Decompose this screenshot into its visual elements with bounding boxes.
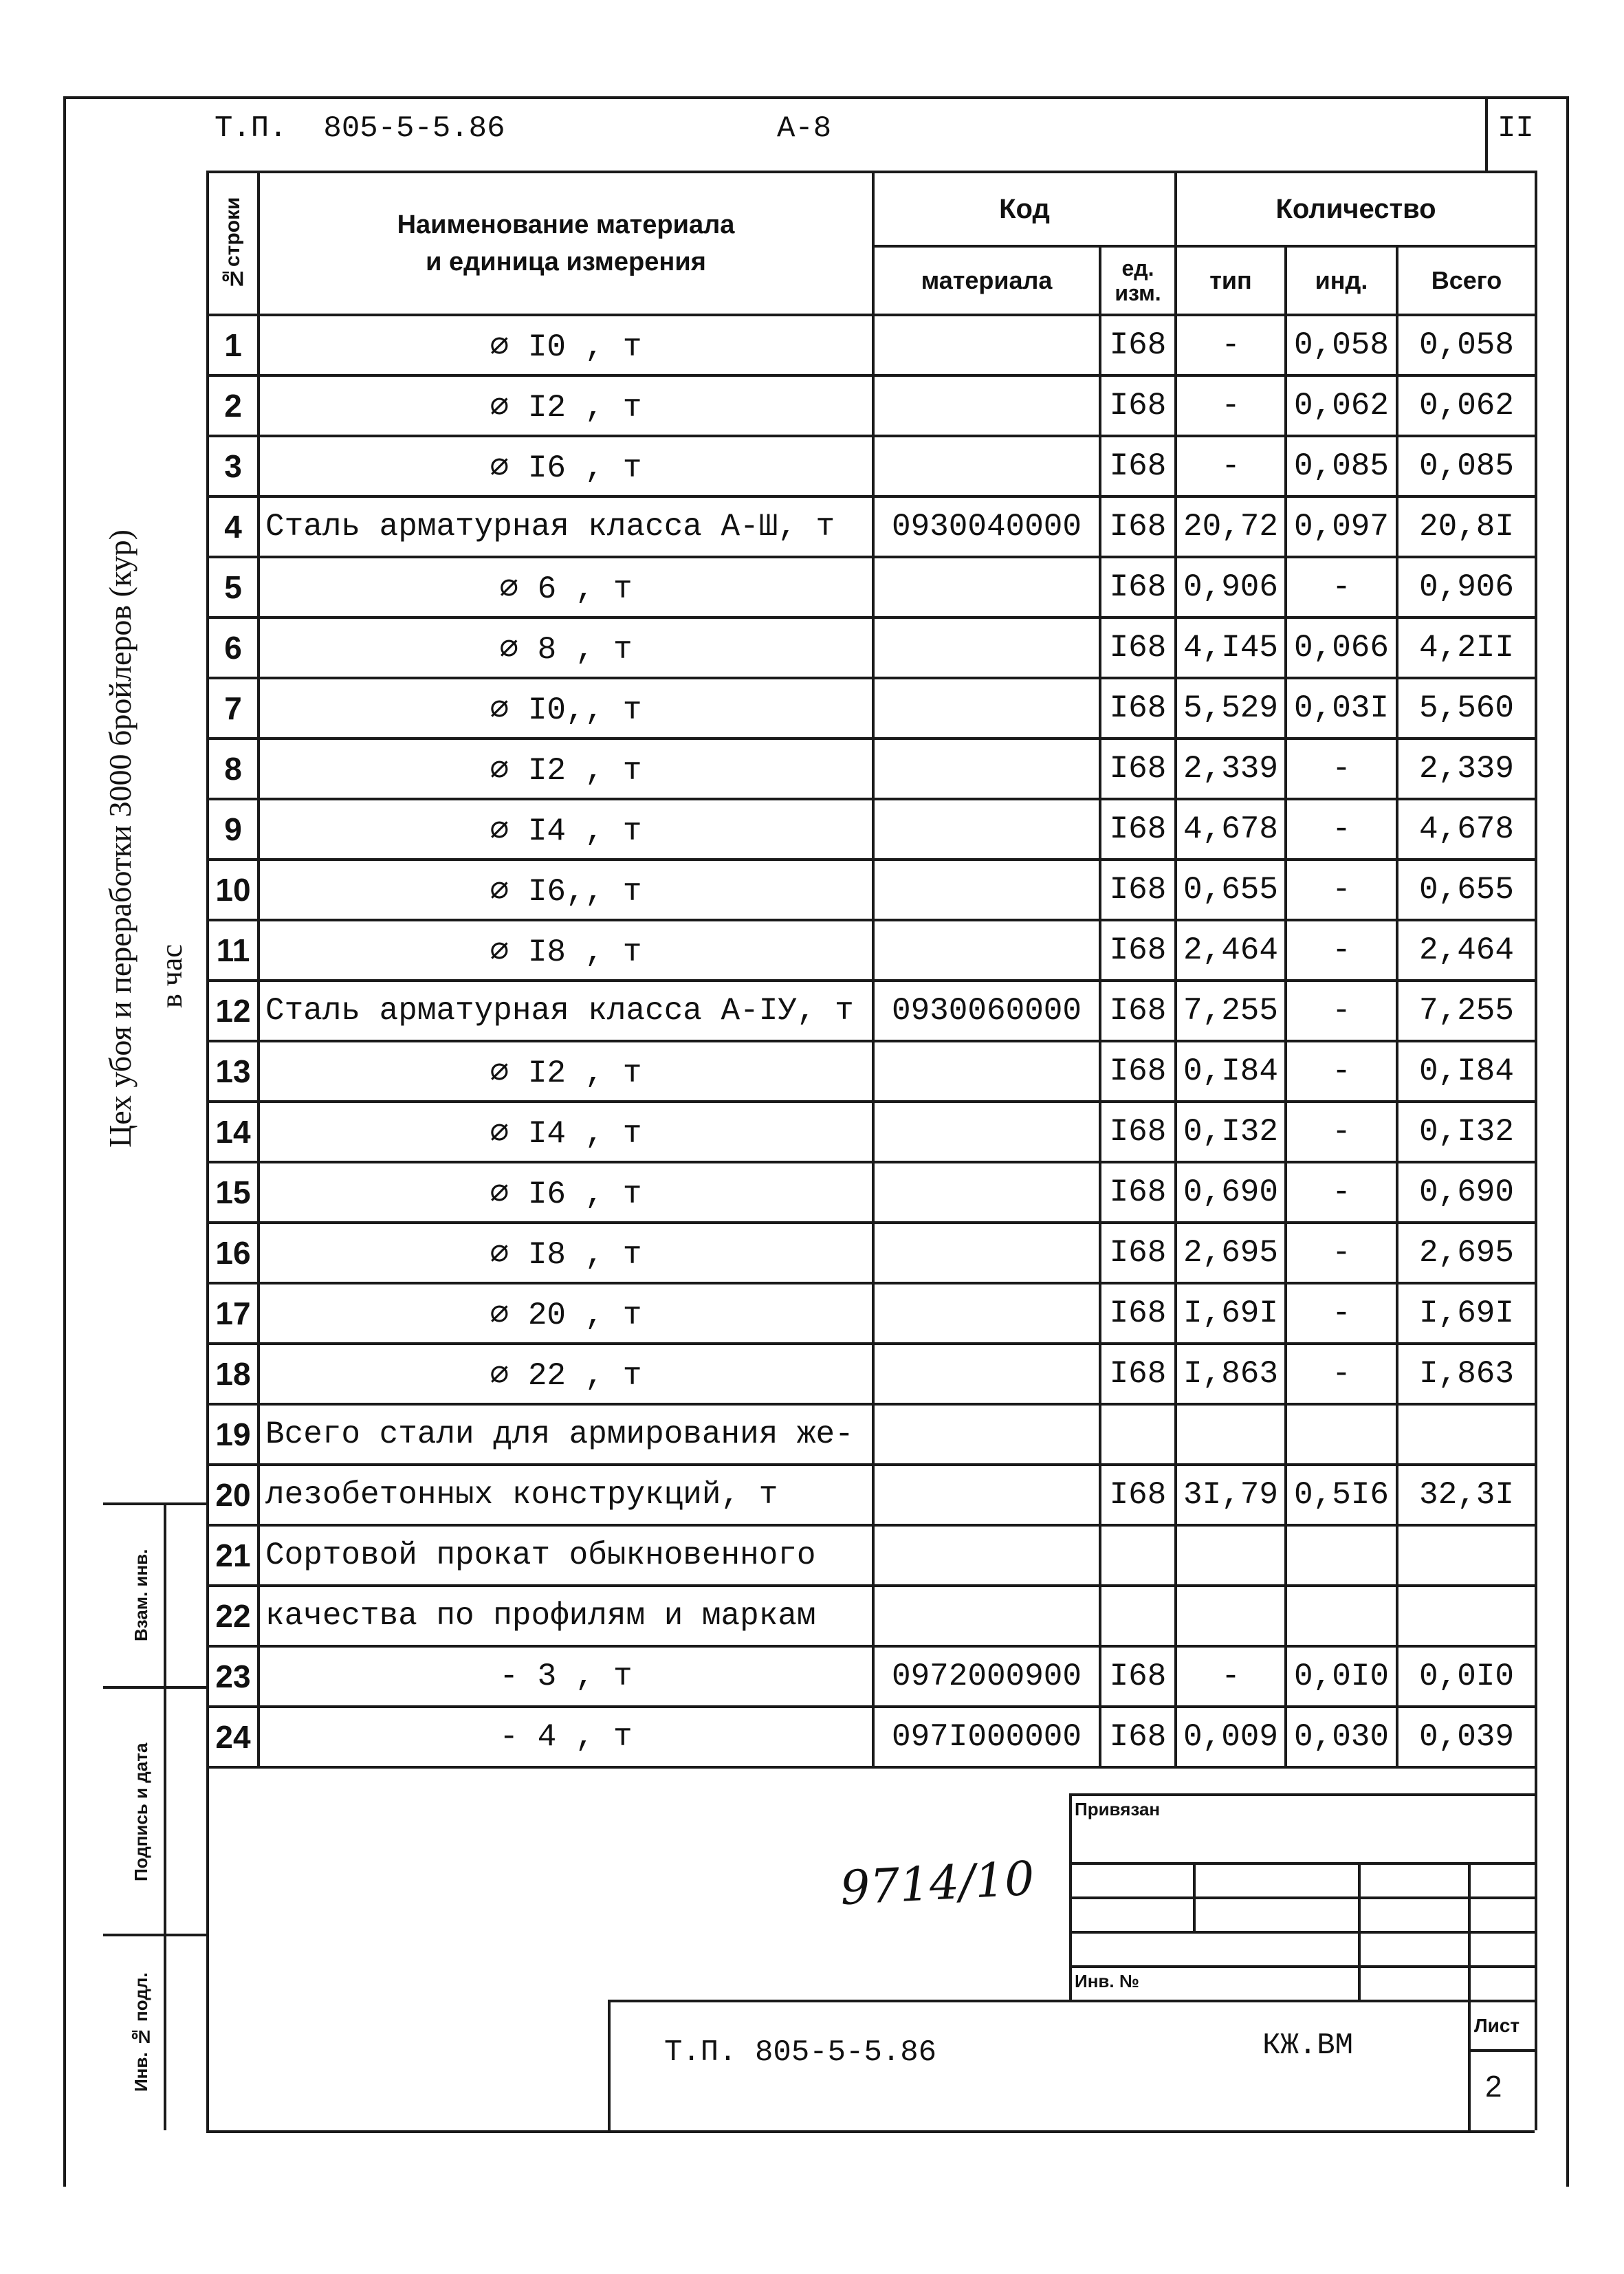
qty-type: 7,255 — [1176, 981, 1286, 1041]
row-number: 1 — [208, 315, 259, 375]
material-code: 0972000900 — [873, 1646, 1100, 1707]
frame-top-line — [63, 96, 1569, 99]
unit-code: I68 — [1100, 1223, 1176, 1283]
material-name: ∅ I4 , т — [259, 799, 873, 860]
margin-box-top — [103, 1502, 206, 1505]
table-row — [208, 557, 1536, 617]
unit-code: I68 — [1100, 617, 1176, 678]
side-title-line1: Цех убоя и переработки 3000 бройлеров (кур) — [102, 529, 138, 1148]
row-number: 24 — [208, 1707, 259, 1767]
row-number: 8 — [208, 739, 259, 799]
unit-code: I68 — [1100, 1102, 1176, 1162]
qty-total: 0,I32 — [1397, 1102, 1536, 1162]
qty-total: 0,655 — [1397, 860, 1536, 920]
unit-code — [1100, 1586, 1176, 1646]
table-row — [208, 315, 1536, 375]
qty-total — [1397, 1404, 1536, 1465]
material-name: ∅ I2 , т — [259, 1041, 873, 1102]
col-ind: инд. — [1286, 246, 1397, 315]
material-name: ∅ 20 , т — [259, 1283, 873, 1344]
table-row — [208, 1283, 1536, 1344]
row-number: 17 — [208, 1283, 259, 1344]
sheet-number: 2 — [1485, 2070, 1502, 2103]
table-row — [208, 1102, 1536, 1162]
unit-code: I68 — [1100, 1162, 1176, 1223]
row-number: 20 — [208, 1465, 259, 1525]
material-code — [873, 1525, 1100, 1586]
material-name: - 3 , т — [259, 1646, 873, 1707]
qty-type: I,863 — [1176, 1344, 1286, 1404]
qty-type: 0,I84 — [1176, 1041, 1286, 1102]
qty-type: - — [1176, 315, 1286, 375]
row-number: 3 — [208, 436, 259, 496]
material-code — [873, 920, 1100, 981]
qty-total: 0,062 — [1397, 375, 1536, 436]
material-code — [873, 1223, 1100, 1283]
header-series: Т.П. 805-5-5.86 — [215, 111, 505, 146]
qty-ind: 0,085 — [1286, 436, 1397, 496]
material-code — [873, 799, 1100, 860]
unit-code — [1100, 1525, 1176, 1586]
row-number: 2 — [208, 375, 259, 436]
qty-total: 0,058 — [1397, 315, 1536, 375]
material-name: - 4 , т — [259, 1707, 873, 1767]
qty-total: 2,464 — [1397, 920, 1536, 981]
unit-code: I68 — [1100, 436, 1176, 496]
unit-code: I68 — [1100, 1465, 1176, 1525]
row-number: 15 — [208, 1162, 259, 1223]
row-number: 9 — [208, 799, 259, 860]
col-type: тип — [1176, 246, 1286, 315]
qty-ind: 0,062 — [1286, 375, 1397, 436]
col-row-no: №строки — [208, 172, 259, 315]
row-number: 18 — [208, 1344, 259, 1404]
qty-type — [1176, 1586, 1286, 1646]
material-code — [873, 1404, 1100, 1465]
unit-code: I68 — [1100, 1344, 1176, 1404]
qty-ind: - — [1286, 1344, 1397, 1404]
material-code — [873, 315, 1100, 375]
qty-total: 0,I84 — [1397, 1041, 1536, 1102]
qty-total — [1397, 1586, 1536, 1646]
label-inv: Инв. № подл. — [131, 1972, 151, 2092]
material-code — [873, 739, 1100, 799]
unit-code: I68 — [1100, 860, 1176, 920]
qty-type: - — [1176, 436, 1286, 496]
qty-ind: - — [1286, 739, 1397, 799]
table-row — [208, 1223, 1536, 1283]
handwritten-number: 9714/10 — [839, 1851, 1036, 1916]
table-row — [208, 1586, 1536, 1646]
qty-total: 0,690 — [1397, 1162, 1536, 1223]
row-number: 19 — [208, 1404, 259, 1465]
material-name: Всего стали для армирования же- — [259, 1404, 873, 1465]
material-code — [873, 1283, 1100, 1344]
footer-code: КЖ.ВМ — [1262, 2029, 1354, 2063]
label-podpis: Подпись и дата — [131, 1742, 151, 1881]
table-row — [208, 678, 1536, 739]
side-title — [102, 426, 138, 1251]
material-code: 0930060000 — [873, 981, 1100, 1041]
table-row — [208, 1344, 1536, 1404]
col-total: Всего — [1397, 246, 1536, 315]
table-row — [208, 1525, 1536, 1586]
table-row — [208, 860, 1536, 920]
qty-total: 0,085 — [1397, 436, 1536, 496]
material-name: ∅ I4 , т — [259, 1102, 873, 1162]
unit-code: I68 — [1100, 315, 1176, 375]
qty-type: 3I,79 — [1176, 1465, 1286, 1525]
material-code — [873, 1162, 1100, 1223]
qty-type: 0,I32 — [1176, 1102, 1286, 1162]
page-number: II — [1497, 111, 1534, 146]
margin-box-line-1 — [103, 1686, 206, 1689]
material-name: ∅ I6 , т — [259, 1162, 873, 1223]
qty-type: 0,655 — [1176, 860, 1286, 920]
qty-ind: - — [1286, 860, 1397, 920]
table-row — [208, 1646, 1536, 1707]
frame-bottom-line — [206, 2130, 1535, 2133]
qty-type: - — [1176, 375, 1286, 436]
material-code — [873, 557, 1100, 617]
row-number: 13 — [208, 1041, 259, 1102]
table-row — [208, 799, 1536, 860]
material-name: ∅ I6,, т — [259, 860, 873, 920]
qty-total: 7,255 — [1397, 981, 1536, 1041]
unit-code: I68 — [1100, 375, 1176, 436]
row-number: 11 — [208, 920, 259, 981]
row-number: 14 — [208, 1102, 259, 1162]
row-number: 23 — [208, 1646, 259, 1707]
qty-total — [1397, 1525, 1536, 1586]
unit-code: I68 — [1100, 981, 1176, 1041]
qty-ind: 0,03I — [1286, 678, 1397, 739]
row-number: 10 — [208, 860, 259, 920]
col-unit: ед. изм. — [1100, 246, 1176, 315]
unit-code: I68 — [1100, 1283, 1176, 1344]
qty-ind: 0,030 — [1286, 1707, 1397, 1767]
unit-code: I68 — [1100, 799, 1176, 860]
sheet-box-line — [1468, 2000, 1471, 2130]
material-name: Сталь арматурная класса А-Ш, т — [259, 496, 873, 557]
qty-ind: - — [1286, 1162, 1397, 1223]
material-code — [873, 1586, 1100, 1646]
qty-total: 2,695 — [1397, 1223, 1536, 1283]
qty-ind: 0,0I0 — [1286, 1646, 1397, 1707]
qty-type: 0,009 — [1176, 1707, 1286, 1767]
material-name: Сортовой прокат обыкновенного — [259, 1525, 873, 1586]
qty-ind — [1286, 1586, 1397, 1646]
table-row — [208, 981, 1536, 1041]
unit-code: I68 — [1100, 920, 1176, 981]
footer-series: Т.П. 805-5-5.86 — [664, 2035, 937, 2070]
qty-total: 32,3I — [1397, 1465, 1536, 1525]
material-name: Сталь арматурная класса А-IУ, т — [259, 981, 873, 1041]
qty-type: 0,690 — [1176, 1162, 1286, 1223]
table-row — [208, 1162, 1536, 1223]
material-code — [873, 1344, 1100, 1404]
material-name: ∅ I2 , т — [259, 375, 873, 436]
footer-left-line — [608, 2000, 611, 2130]
col-qty-group: Количество — [1176, 172, 1536, 246]
qty-type: - — [1176, 1646, 1286, 1707]
row-number: 6 — [208, 617, 259, 678]
qty-ind: 0,058 — [1286, 315, 1397, 375]
qty-ind: 0,066 — [1286, 617, 1397, 678]
unit-code: I68 — [1100, 1707, 1176, 1767]
material-code — [873, 678, 1100, 739]
col-material: материала — [873, 246, 1100, 315]
table-row — [208, 1707, 1536, 1767]
table-row — [208, 436, 1536, 496]
side-title-line2: в час — [155, 944, 188, 1009]
qty-ind: - — [1286, 920, 1397, 981]
page-number-divider — [1485, 96, 1488, 171]
material-code: 0930040000 — [873, 496, 1100, 557]
table-row — [208, 739, 1536, 799]
qty-total: 4,678 — [1397, 799, 1536, 860]
qty-ind: - — [1286, 557, 1397, 617]
header-album: А-8 — [777, 111, 832, 146]
table-row — [208, 1465, 1536, 1525]
row-number: 12 — [208, 981, 259, 1041]
unit-code: I68 — [1100, 557, 1176, 617]
unit-code: I68 — [1100, 678, 1176, 739]
material-name: ∅ I0 , т — [259, 315, 873, 375]
label-vzam: Взам. инв. — [131, 1549, 151, 1642]
qty-total: 2,339 — [1397, 739, 1536, 799]
row-number: 22 — [208, 1586, 259, 1646]
sheet-label: Лист — [1474, 2015, 1520, 2036]
qty-total: 5,560 — [1397, 678, 1536, 739]
unit-code: I68 — [1100, 496, 1176, 557]
material-name: ∅ I8 , т — [259, 1223, 873, 1283]
col-name: Наименование материала и единица измерения — [259, 172, 873, 315]
materials-table — [206, 171, 1537, 1769]
footer-top-line — [608, 2000, 1535, 2002]
col-code-group: Код — [873, 172, 1176, 246]
qty-ind: - — [1286, 1102, 1397, 1162]
qty-type — [1176, 1404, 1286, 1465]
material-code — [873, 436, 1100, 496]
material-name: ∅ I6 , т — [259, 436, 873, 496]
row-number: 16 — [208, 1223, 259, 1283]
row-number: 7 — [208, 678, 259, 739]
sheet-box-mid — [1468, 2049, 1535, 2052]
qty-ind — [1286, 1525, 1397, 1586]
margin-box-divider — [164, 1502, 166, 2130]
qty-ind — [1286, 1404, 1397, 1465]
material-code: 097I000000 — [873, 1707, 1100, 1767]
material-code — [873, 375, 1100, 436]
frame-left-line — [63, 96, 66, 2187]
row-number: 5 — [208, 557, 259, 617]
table-row — [208, 1041, 1536, 1102]
material-name: ∅ 8 , т — [259, 617, 873, 678]
qty-total: 20,8I — [1397, 496, 1536, 557]
material-code — [873, 1041, 1100, 1102]
material-name: ∅ 22 , т — [259, 1344, 873, 1404]
qty-type: 5,529 — [1176, 678, 1286, 739]
row-number: 4 — [208, 496, 259, 557]
material-code — [873, 1465, 1100, 1525]
qty-total: 0,906 — [1397, 557, 1536, 617]
qty-type: 4,678 — [1176, 799, 1286, 860]
qty-type: I,69I — [1176, 1283, 1286, 1344]
row-number: 21 — [208, 1525, 259, 1586]
qty-ind: 0,097 — [1286, 496, 1397, 557]
material-name: лезобетонных конструкций, т — [259, 1465, 873, 1525]
table-row — [208, 920, 1536, 981]
qty-total: 4,2II — [1397, 617, 1536, 678]
qty-type: 4,I45 — [1176, 617, 1286, 678]
qty-ind: - — [1286, 1223, 1397, 1283]
unit-code: I68 — [1100, 739, 1176, 799]
qty-total: I,863 — [1397, 1344, 1536, 1404]
material-name: ∅ 6 , т — [259, 557, 873, 617]
material-code — [873, 617, 1100, 678]
qty-type: 20,72 — [1176, 496, 1286, 557]
material-name: ∅ I8 , т — [259, 920, 873, 981]
qty-ind: - — [1286, 981, 1397, 1041]
binding-block — [1069, 1793, 1535, 2000]
unit-code — [1100, 1404, 1176, 1465]
qty-type: 2,339 — [1176, 739, 1286, 799]
material-code — [873, 1102, 1100, 1162]
table-row — [208, 617, 1536, 678]
unit-code: I68 — [1100, 1041, 1176, 1102]
qty-type: 0,906 — [1176, 557, 1286, 617]
qty-ind: - — [1286, 1283, 1397, 1344]
inv-no-label: Инв. № — [1075, 1971, 1139, 1991]
material-name: ∅ I2 , т — [259, 739, 873, 799]
qty-total: 0,0I0 — [1397, 1646, 1536, 1707]
qty-ind: - — [1286, 799, 1397, 860]
margin-box-line-2 — [103, 1934, 206, 1936]
qty-type — [1176, 1525, 1286, 1586]
material-name: ∅ I0,, т — [259, 678, 873, 739]
qty-ind: 0,5I6 — [1286, 1465, 1397, 1525]
table-row — [208, 496, 1536, 557]
side-title-2 — [154, 921, 189, 1031]
qty-total: I,69I — [1397, 1283, 1536, 1344]
table-row — [208, 1404, 1536, 1465]
material-name: качества по профилям и маркам — [259, 1586, 873, 1646]
unit-code: I68 — [1100, 1646, 1176, 1707]
qty-ind: - — [1286, 1041, 1397, 1102]
privyazan-label: Привязан — [1075, 1799, 1161, 1819]
material-code — [873, 860, 1100, 920]
frame-right-line — [1566, 96, 1569, 2187]
qty-type: 2,464 — [1176, 920, 1286, 981]
qty-type: 2,695 — [1176, 1223, 1286, 1283]
table-row — [208, 375, 1536, 436]
qty-total: 0,039 — [1397, 1707, 1536, 1767]
